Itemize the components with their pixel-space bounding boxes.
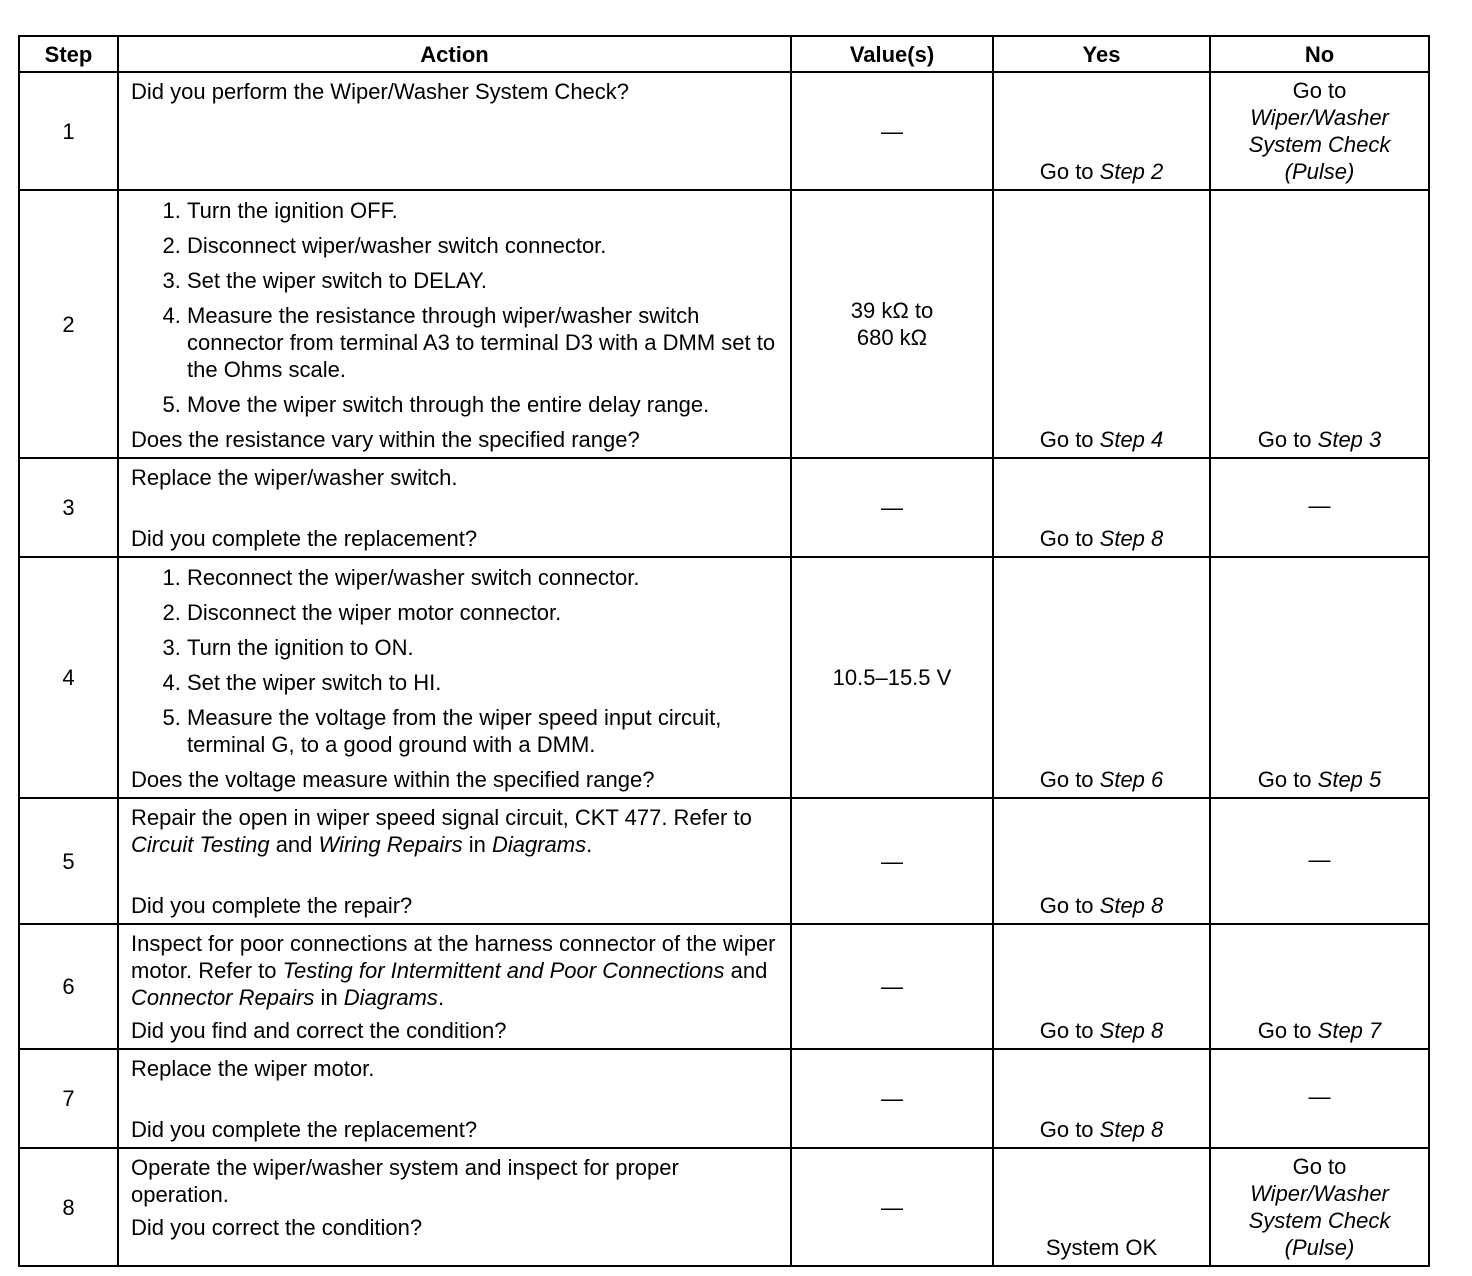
value-cell: — [791, 1049, 993, 1148]
action-cell [118, 924, 791, 1049]
action-cell [118, 557, 791, 798]
action-step-item: 1. Turn the ignition OFF. [187, 197, 782, 224]
action-step-item: 1. Reconnect the wiper/washer switch connector. [187, 564, 782, 591]
yes-cell: System OK [993, 1148, 1210, 1266]
yes-prefix: Go to [1039, 767, 1100, 792]
table-row [19, 557, 1429, 798]
action-step-item: 5. Move the wiper switch through the entire delay range. [187, 391, 782, 418]
header-yes: Yes [993, 36, 1210, 72]
action-question: Did you correct the condition? [131, 1215, 423, 1240]
yes-prefix: Go to [1039, 159, 1100, 184]
no-link[interactable]: Wiper/Washer System Check (Pulse) [1248, 105, 1391, 184]
yes-link[interactable]: Step 8 [1099, 1117, 1164, 1142]
no-cell [1210, 1148, 1429, 1266]
table-row [19, 190, 1429, 458]
no-cell [1210, 924, 1429, 1049]
yes-link[interactable]: Step 6 [1099, 767, 1164, 792]
yes-link[interactable]: Step 2 [1099, 159, 1164, 184]
header-action: Action [118, 36, 791, 72]
reference-link[interactable]: Circuit Testing [131, 832, 270, 857]
reference-link[interactable]: Testing for Intermittent and Poor Connections [282, 958, 725, 983]
yes-prefix: Go to [1039, 1018, 1100, 1043]
action-question: Did you find and correct the condition? [131, 1018, 507, 1043]
yes-prefix: Go to [1039, 427, 1100, 452]
reference-link[interactable]: Connector Repairs [131, 985, 315, 1010]
action-step-item: 4. Measure the resistance through wiper/washer switch connector from terminal A3 to terminal D3 with a DMM set to the Ohms scale. [187, 302, 782, 383]
reference-link[interactable]: Diagrams [343, 985, 438, 1010]
value-line: 680 kΩ [856, 325, 928, 350]
step-number: 1 [19, 72, 118, 190]
action-cell [118, 190, 791, 458]
value-cell [791, 190, 993, 458]
action-text: Did you perform the Wiper/Washer System Check? [131, 79, 630, 104]
value-cell: 10.5–15.5 V [791, 557, 993, 798]
no-link[interactable]: Step 7 [1317, 1018, 1382, 1043]
action-step-item: 5. Measure the voltage from the wiper speed input circuit, terminal G, to a good ground with a DMM. [187, 704, 782, 758]
yes-cell [993, 798, 1210, 924]
yes-cell [993, 924, 1210, 1049]
action-question: Does the resistance vary within the specified range? [131, 427, 640, 452]
diagnostic-table [18, 35, 1430, 1267]
action-cell [118, 1148, 791, 1266]
action-text-part: . [437, 985, 445, 1010]
step-number: 8 [19, 1148, 118, 1266]
value-cell: — [791, 798, 993, 924]
yes-cell [993, 557, 1210, 798]
yes-link[interactable]: Step 8 [1099, 526, 1164, 551]
table-row [19, 1049, 1429, 1148]
action-text [131, 930, 782, 1011]
table-row [19, 1148, 1429, 1266]
header-step: Step [19, 36, 118, 72]
reference-link[interactable]: Wiring Repairs [318, 832, 463, 857]
action-text-part: and [724, 958, 768, 983]
action-text: Replace the wiper motor. [131, 1056, 375, 1081]
no-cell: — [1210, 458, 1429, 557]
step-number: 4 [19, 557, 118, 798]
table-row [19, 458, 1429, 557]
no-prefix: Go to [1292, 78, 1347, 103]
yes-link[interactable]: Step 8 [1099, 1018, 1164, 1043]
action-step-item: 2. Disconnect the wiper motor connector. [187, 599, 782, 626]
yes-cell [993, 1049, 1210, 1148]
step-number: 6 [19, 924, 118, 1049]
table-row [19, 72, 1429, 190]
step-number: 2 [19, 190, 118, 458]
yes-link[interactable]: Step 8 [1099, 893, 1164, 918]
header-row [19, 36, 1429, 72]
no-cell [1210, 190, 1429, 458]
action-cell [118, 458, 791, 557]
action-step-item: 4. Set the wiper switch to HI. [187, 669, 782, 696]
action-step-item: 3. Set the wiper switch to DELAY. [187, 267, 782, 294]
header-no: No [1210, 36, 1429, 72]
value-cell: — [791, 1148, 993, 1266]
value-cell: — [791, 458, 993, 557]
no-link[interactable]: Step 3 [1317, 427, 1382, 452]
action-text-part: . [586, 832, 593, 857]
no-prefix: Go to [1257, 767, 1318, 792]
yes-cell [993, 72, 1210, 190]
action-cell [118, 798, 791, 924]
no-cell [1210, 72, 1429, 190]
action-text-part: Repair the open in wiper speed signal circuit, CKT 477. Refer to [131, 805, 752, 830]
table-row [19, 924, 1429, 1049]
step-number: 5 [19, 798, 118, 924]
yes-prefix: Go to [1039, 526, 1100, 551]
action-question: Did you complete the repair? [131, 893, 413, 918]
action-steps [131, 564, 782, 758]
yes-link[interactable]: Step 4 [1099, 427, 1164, 452]
action-steps [131, 197, 782, 418]
header-values: Value(s) [791, 36, 993, 72]
action-step-item: 3. Turn the ignition to ON. [187, 634, 782, 661]
action-text-part: in [314, 985, 344, 1010]
action-question: Does the voltage measure within the specified range? [131, 767, 655, 792]
yes-prefix: Go to [1039, 893, 1100, 918]
table-row [19, 798, 1429, 924]
action-text [131, 804, 782, 858]
action-cell [118, 1049, 791, 1148]
no-link[interactable]: Step 5 [1317, 767, 1382, 792]
reference-link[interactable]: Diagrams [491, 832, 587, 857]
no-link[interactable]: Wiper/Washer System Check (Pulse) [1248, 1181, 1391, 1260]
no-cell: — [1210, 798, 1429, 924]
action-text: Operate the wiper/washer system and inspect for proper operation. [131, 1155, 679, 1207]
step-number: 7 [19, 1049, 118, 1148]
action-step-item: 2. Disconnect wiper/washer switch connector. [187, 232, 782, 259]
action-question: Did you complete the replacement? [131, 1117, 478, 1142]
action-text-part: and [269, 832, 319, 857]
yes-prefix: Go to [1039, 1117, 1100, 1142]
no-cell: — [1210, 1049, 1429, 1148]
yes-cell [993, 190, 1210, 458]
action-text-part: in [462, 832, 492, 857]
yes-cell [993, 458, 1210, 557]
action-question: Did you complete the replacement? [131, 526, 478, 551]
action-cell [118, 72, 791, 190]
value-line: 39 kΩ to [850, 298, 934, 323]
step-number: 3 [19, 458, 118, 557]
no-prefix: Go to [1257, 427, 1318, 452]
action-text-part: Inspect for poor connections at the harness connector of the wiper motor. Refer to [131, 931, 776, 983]
no-prefix: Go to [1292, 1154, 1347, 1179]
value-cell: — [791, 924, 993, 1049]
action-text: Replace the wiper/washer switch. [131, 465, 458, 490]
no-prefix: Go to [1257, 1018, 1318, 1043]
no-cell [1210, 557, 1429, 798]
value-cell: — [791, 72, 993, 190]
